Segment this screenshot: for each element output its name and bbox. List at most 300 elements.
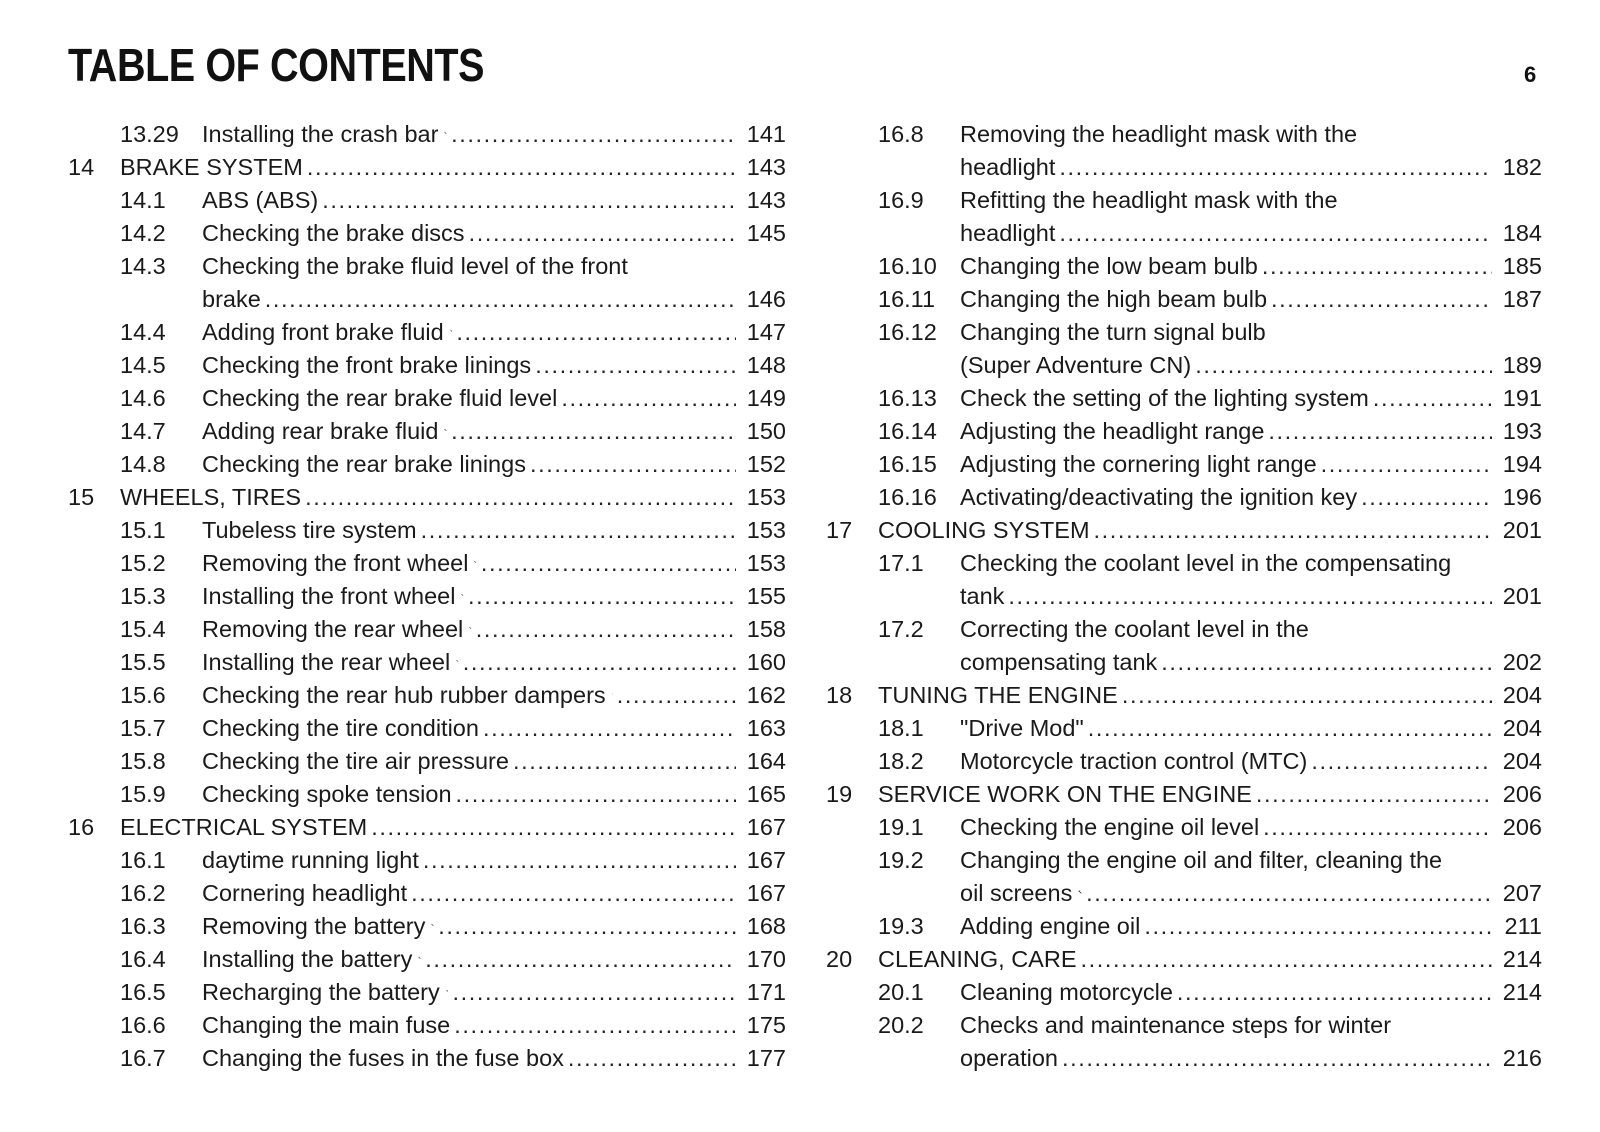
dot-leader — [423, 844, 736, 877]
page-reference[interactable]: 167 — [746, 814, 786, 840]
dot-leader — [1311, 745, 1492, 778]
toc-line — [68, 976, 786, 1009]
section-number: 14 — [68, 154, 95, 180]
dot-leader — [1177, 976, 1492, 1009]
section-title[interactable]: Correcting the coolant level in the — [960, 616, 1309, 642]
section-title[interactable]: Changing the fuses in the fuse box — [202, 1045, 564, 1071]
toc-line — [826, 250, 1542, 283]
dot-leader — [1268, 415, 1492, 448]
page-reference[interactable]: 153 — [746, 550, 786, 576]
section-number: 15.6 — [120, 682, 166, 708]
toc-section-entry[interactable] — [826, 448, 1542, 481]
dot-leader — [1144, 910, 1492, 943]
section-number: 19.1 — [878, 814, 924, 840]
section-number: 17 — [826, 517, 853, 543]
wrench-icon — [450, 322, 453, 340]
section-title[interactable]: Tubeless tire system — [202, 517, 417, 543]
dot-leader — [1271, 283, 1492, 316]
page-title: TABLE OF CONTENTS — [68, 39, 485, 91]
toc-line — [826, 844, 1542, 877]
page-reference[interactable]: 177 — [746, 1045, 786, 1071]
toc-section-entry[interactable] — [826, 184, 1542, 250]
dot-leader — [454, 1009, 736, 1042]
toc-line — [68, 415, 786, 448]
section-title[interactable]: Changing the engine oil and filter, cleaning the — [960, 847, 1443, 873]
toc-section-entry[interactable] — [826, 811, 1542, 844]
page-number: 6 — [1524, 62, 1537, 87]
dot-leader — [1088, 712, 1492, 745]
toc-chapter-entry[interactable] — [68, 811, 786, 844]
toc-section-entry[interactable] — [68, 1009, 786, 1042]
section-title[interactable]: compensating tank — [960, 649, 1158, 675]
wrench-icon — [456, 652, 459, 670]
toc-line — [826, 679, 1542, 712]
section-title[interactable]: Cleaning motorcycle — [960, 979, 1173, 1005]
section-title[interactable]: Installing the front wheel — [202, 583, 456, 609]
section-title[interactable]: Installing the crash bar — [202, 121, 439, 147]
section-title[interactable]: brake — [202, 286, 261, 312]
toc-section-entry[interactable] — [826, 745, 1542, 778]
section-title[interactable]: Recharging the battery — [202, 979, 440, 1005]
page-reference[interactable]: 167 — [746, 847, 786, 873]
toc-line — [68, 481, 786, 514]
section-title[interactable]: Changing the high beam bulb — [960, 286, 1268, 312]
page-reference[interactable]: 145 — [746, 220, 786, 246]
toc-section-entry[interactable] — [68, 877, 786, 910]
wrench-icon — [444, 421, 447, 439]
page-reference[interactable]: 146 — [746, 286, 786, 312]
toc-section-entry[interactable] — [826, 1009, 1542, 1075]
dot-leader — [617, 679, 736, 712]
section-number: 19 — [826, 781, 853, 807]
toc-section-entry[interactable] — [68, 448, 786, 481]
section-title[interactable]: Adding front brake fluid — [202, 319, 444, 345]
section-number: 16 — [68, 814, 95, 840]
page-reference[interactable]: 189 — [1502, 352, 1542, 378]
toc-section-entry[interactable] — [68, 712, 786, 745]
section-number: 20 — [826, 946, 853, 972]
toc-chapter-entry[interactable] — [68, 151, 786, 184]
page-reference[interactable]: 141 — [746, 121, 786, 147]
page-reference[interactable]: 193 — [1502, 418, 1542, 444]
section-number: 16.6 — [120, 1012, 166, 1038]
toc-line — [68, 184, 786, 217]
section-number: 20.2 — [878, 1012, 924, 1038]
section-title[interactable]: headlight — [960, 220, 1056, 246]
toc-chapter-entry[interactable] — [826, 514, 1542, 547]
section-number: 16.5 — [120, 979, 166, 1005]
toc-section-entry[interactable] — [826, 481, 1542, 514]
section-title[interactable]: Checking the rear hub rubber dampers — [202, 682, 606, 708]
toc-line — [826, 976, 1542, 1009]
toc-line — [68, 943, 786, 976]
dot-leader — [425, 943, 736, 976]
page-reference[interactable]: 147 — [746, 319, 786, 345]
section-number: 15 — [68, 484, 95, 510]
toc-section-entry[interactable] — [68, 1042, 786, 1075]
toc-line — [68, 1009, 786, 1042]
page-reference[interactable]: 187 — [1502, 286, 1542, 312]
toc-section-entry[interactable] — [68, 415, 786, 448]
section-number: 14.6 — [120, 385, 166, 411]
toc-section-entry[interactable] — [68, 349, 786, 382]
page-reference[interactable]: 158 — [746, 616, 786, 642]
page-reference[interactable]: 182 — [1502, 154, 1542, 180]
section-title[interactable]: Check the setting of the lighting system — [960, 385, 1369, 411]
section-number: 16.14 — [878, 418, 937, 444]
dot-leader — [568, 1042, 736, 1075]
page-reference[interactable]: 185 — [1502, 253, 1542, 279]
dot-leader — [421, 514, 736, 547]
dot-leader — [463, 646, 736, 679]
section-title[interactable]: headlight — [960, 154, 1056, 180]
dot-leader — [322, 184, 736, 217]
section-title[interactable]: ELECTRICAL SYSTEM — [120, 814, 368, 840]
toc-section-entry[interactable] — [826, 613, 1542, 679]
toc-line — [826, 943, 1542, 976]
page-reference[interactable]: 202 — [1502, 649, 1542, 675]
page-reference[interactable]: 164 — [746, 748, 786, 774]
section-title[interactable]: SERVICE WORK ON THE ENGINE — [878, 781, 1252, 807]
toc-section-entry[interactable] — [68, 745, 786, 778]
page-reference[interactable]: 204 — [1502, 682, 1542, 708]
section-number: 18 — [826, 682, 853, 708]
page-reference[interactable]: 214 — [1502, 946, 1542, 972]
dot-leader — [456, 778, 736, 811]
section-title[interactable]: Changing the turn signal bulb — [960, 319, 1266, 345]
section-title[interactable]: Checking the rear brake linings — [202, 451, 526, 477]
toc-chapter-entry[interactable] — [826, 679, 1542, 712]
toc-line — [68, 316, 786, 349]
toc-chapter-entry[interactable] — [826, 943, 1542, 976]
wrench-icon — [469, 619, 471, 637]
dot-leader — [483, 712, 736, 745]
section-number: 18.2 — [878, 748, 924, 774]
page-reference[interactable]: 143 — [746, 154, 786, 180]
dot-leader — [371, 811, 736, 844]
toc-line — [68, 811, 786, 844]
section-title[interactable]: WHEELS, TIRES — [120, 484, 302, 510]
toc-section-entry[interactable] — [826, 844, 1542, 910]
page-reference[interactable]: 165 — [746, 781, 786, 807]
section-title[interactable]: Removing the battery — [202, 913, 426, 939]
section-number: 14.1 — [120, 187, 166, 213]
toc-line — [826, 811, 1542, 844]
page-reference[interactable]: 216 — [1502, 1045, 1542, 1071]
toc-section-entry[interactable] — [68, 382, 786, 415]
dot-leader — [265, 283, 736, 316]
section-title[interactable]: Adding rear brake fluid — [202, 418, 439, 444]
section-number: 16.16 — [878, 484, 937, 510]
page-reference[interactable]: 153 — [746, 517, 786, 543]
page-reference[interactable]: 196 — [1502, 484, 1542, 510]
section-title[interactable]: Adding engine oil — [960, 913, 1141, 939]
section-number: 16.12 — [878, 319, 937, 345]
section-title[interactable]: Cornering headlight — [202, 880, 408, 906]
section-title[interactable]: Removing the front wheel — [202, 550, 469, 576]
toc-chapter-entry[interactable] — [68, 481, 786, 514]
page-reference[interactable]: 204 — [1502, 748, 1542, 774]
section-title[interactable]: Checking the front brake linings — [202, 352, 532, 378]
dot-leader — [530, 448, 736, 481]
toc-section-entry[interactable] — [68, 217, 786, 250]
toc-line — [68, 646, 786, 679]
page-reference[interactable]: 160 — [746, 649, 786, 675]
page-reference[interactable]: 162 — [746, 682, 786, 708]
dot-leader — [1161, 646, 1492, 679]
page-reference[interactable]: 191 — [1502, 385, 1542, 411]
toc-section-entry[interactable] — [68, 184, 786, 217]
section-number: 16.1 — [120, 847, 166, 873]
toc-line — [826, 613, 1542, 646]
toc-section-entry[interactable] — [68, 943, 786, 976]
section-title[interactable]: Checking the brake discs — [202, 220, 465, 246]
dot-leader — [307, 151, 736, 184]
dot-leader — [481, 547, 736, 580]
section-number: 16.3 — [120, 913, 166, 939]
page-reference[interactable]: 148 — [746, 352, 786, 378]
dot-leader — [1094, 514, 1492, 547]
toc-line — [826, 877, 1542, 910]
toc-section-entry[interactable] — [68, 613, 786, 646]
section-number: 17.2 — [878, 616, 924, 642]
wrench-icon — [446, 982, 449, 1000]
toc-section-entry[interactable] — [826, 547, 1542, 613]
page-reference[interactable]: 207 — [1502, 880, 1542, 906]
toc-line — [68, 580, 786, 613]
toc-line — [68, 382, 786, 415]
section-title[interactable]: Removing the rear wheel — [202, 616, 464, 642]
toc-chapter-entry[interactable] — [826, 778, 1542, 811]
toc-section-entry[interactable] — [68, 580, 786, 613]
dot-leader — [1361, 481, 1492, 514]
page-reference[interactable]: 167 — [746, 880, 786, 906]
section-title[interactable]: tank — [960, 583, 1005, 609]
toc-line — [68, 151, 786, 184]
section-number: 14.4 — [120, 319, 166, 345]
toc-line — [826, 778, 1542, 811]
section-number: 17.1 — [878, 550, 924, 576]
section-number: 14.8 — [120, 451, 166, 477]
toc-line — [826, 448, 1542, 481]
section-number: 15.2 — [120, 550, 166, 576]
section-title[interactable]: (Super Adventure CN) — [960, 352, 1192, 378]
section-title[interactable]: Changing the low beam bulb — [960, 253, 1258, 279]
toc-section-entry[interactable] — [68, 844, 786, 877]
section-title[interactable]: Checking the engine oil level — [960, 814, 1260, 840]
section-number: 16.15 — [878, 451, 937, 477]
wrench-icon — [461, 586, 464, 604]
section-number: 14.2 — [120, 220, 166, 246]
toc-line — [826, 580, 1542, 613]
section-number: 19.2 — [878, 847, 924, 873]
toc-section-entry[interactable] — [68, 118, 786, 151]
toc-section-entry[interactable] — [68, 514, 786, 547]
section-number: 15.5 — [120, 649, 166, 675]
dot-leader — [476, 613, 736, 646]
dot-leader — [1262, 250, 1492, 283]
section-title[interactable]: Checking the tire air pressure — [202, 748, 509, 774]
section-number: 15.3 — [120, 583, 166, 609]
toc-line — [826, 1009, 1542, 1042]
toc-section-entry[interactable] — [68, 910, 786, 943]
toc-section-entry[interactable] — [826, 976, 1542, 1009]
toc-line — [826, 481, 1542, 514]
toc-line — [68, 283, 786, 316]
section-title[interactable]: Checks and maintenance steps for winter — [960, 1012, 1392, 1038]
toc-line — [68, 448, 786, 481]
dot-leader — [513, 745, 736, 778]
toc-section-entry[interactable] — [68, 547, 786, 580]
section-title[interactable]: BRAKE SYSTEM — [120, 154, 303, 180]
page-reference[interactable]: 150 — [746, 418, 786, 444]
dot-leader — [305, 481, 736, 514]
section-title[interactable]: CLEANING, CARE — [878, 946, 1077, 972]
toc-section-entry[interactable] — [826, 712, 1542, 745]
toc-line — [68, 118, 786, 151]
dot-leader — [1059, 217, 1492, 250]
section-number: 14.3 — [120, 253, 166, 279]
page-reference[interactable]: 170 — [746, 946, 786, 972]
section-number: 14.5 — [120, 352, 166, 378]
toc-line — [826, 217, 1542, 250]
toc-line — [826, 349, 1542, 382]
toc-section-entry[interactable] — [68, 316, 786, 349]
section-title[interactable]: Removing the headlight mask with the — [960, 121, 1358, 147]
toc-line — [68, 745, 786, 778]
section-number: 15.4 — [120, 616, 166, 642]
section-title[interactable]: Checking the tire condition — [202, 715, 479, 741]
toc-section-entry[interactable] — [68, 646, 786, 679]
dot-leader — [451, 118, 736, 151]
toc-line — [826, 547, 1542, 580]
wrench-icon — [474, 553, 476, 571]
page-reference[interactable]: 184 — [1502, 220, 1542, 246]
section-number: 19.3 — [878, 913, 924, 939]
section-number: 14.7 — [120, 418, 166, 444]
toc-line — [68, 217, 786, 250]
toc-line — [826, 382, 1542, 415]
toc-section-entry[interactable] — [826, 415, 1542, 448]
section-number: 16.8 — [878, 121, 924, 147]
toc-line — [826, 151, 1542, 184]
toc-line — [826, 910, 1542, 943]
page-reference[interactable]: 201 — [1502, 583, 1542, 609]
toc-section-entry[interactable] — [68, 778, 786, 811]
page-reference[interactable]: 163 — [746, 715, 786, 741]
section-title[interactable]: Checking the brake fluid level of the front — [202, 253, 628, 279]
page-reference[interactable]: 153 — [746, 484, 786, 510]
page-reference[interactable]: 168 — [746, 913, 786, 939]
toc-line — [68, 250, 786, 283]
section-title[interactable]: daytime running light — [202, 847, 419, 873]
toc-section-entry[interactable] — [826, 250, 1542, 283]
dot-leader — [1195, 349, 1492, 382]
section-title[interactable]: Refitting the headlight mask with the — [960, 187, 1338, 213]
toc-section-entry[interactable] — [68, 976, 786, 1009]
section-title[interactable]: Checking spoke tension — [202, 781, 452, 807]
page-reference[interactable]: 206 — [1502, 814, 1542, 840]
dot-leader — [1008, 580, 1492, 613]
section-title[interactable]: Activating/deactivating the ignition key — [960, 484, 1358, 510]
dot-leader — [1059, 151, 1492, 184]
section-number: 20.1 — [878, 979, 924, 1005]
toc-line — [68, 547, 786, 580]
dot-leader — [411, 877, 736, 910]
toc-section-entry[interactable] — [826, 283, 1542, 316]
section-number: 15.1 — [120, 517, 166, 543]
section-title[interactable]: Adjusting the cornering light range — [960, 451, 1317, 477]
section-title[interactable]: "Drive Mod" — [960, 715, 1084, 741]
section-number: 15.9 — [120, 781, 166, 807]
wrench-icon — [418, 949, 421, 967]
page-reference[interactable]: 194 — [1502, 451, 1542, 477]
section-title[interactable]: COOLING SYSTEM — [878, 517, 1090, 543]
section-title[interactable]: Motorcycle traction control (MTC) — [960, 748, 1308, 774]
dot-leader — [1321, 448, 1492, 481]
section-title[interactable]: oil screens — [960, 880, 1073, 906]
page-reference[interactable]: 149 — [746, 385, 786, 411]
section-number: 16.11 — [878, 286, 936, 312]
dot-leader — [452, 976, 736, 1009]
page-reference[interactable]: 214 — [1502, 979, 1542, 1005]
toc-line — [826, 415, 1542, 448]
section-title[interactable]: Installing the battery — [202, 946, 413, 972]
page-reference[interactable]: 204 — [1502, 715, 1542, 741]
section-title[interactable]: Adjusting the headlight range — [960, 418, 1265, 444]
page-reference[interactable]: 152 — [746, 451, 786, 477]
dot-leader — [1373, 382, 1492, 415]
toc-section-entry[interactable] — [826, 382, 1542, 415]
dot-leader — [468, 580, 736, 613]
dot-leader — [456, 316, 736, 349]
toc-line — [68, 778, 786, 811]
page-reference[interactable]: 206 — [1502, 781, 1542, 807]
section-number: 15.7 — [120, 715, 166, 741]
section-title[interactable]: operation — [960, 1045, 1058, 1071]
section-title[interactable]: Changing the main fuse — [202, 1012, 451, 1038]
section-number: 16.13 — [878, 385, 937, 411]
page-reference[interactable]: 143 — [746, 187, 786, 213]
toc-line — [68, 514, 786, 547]
section-title[interactable]: Checking the coolant level in the compensating — [960, 550, 1452, 576]
toc-line — [68, 1042, 786, 1075]
page-reference[interactable]: 201 — [1502, 517, 1542, 543]
section-number: 16.9 — [878, 187, 924, 213]
toc-right-column — [826, 118, 1542, 1075]
dot-leader — [438, 910, 736, 943]
toc-section-entry[interactable] — [826, 118, 1542, 184]
section-number: 15.8 — [120, 748, 166, 774]
page-reference[interactable]: 175 — [746, 1012, 786, 1038]
toc-line — [68, 613, 786, 646]
section-title[interactable]: ABS (ABS) — [202, 187, 319, 213]
toc-line — [826, 118, 1542, 151]
toc-section-entry[interactable] — [68, 250, 786, 316]
toc-section-entry[interactable] — [826, 316, 1542, 382]
toc-line — [68, 349, 786, 382]
page-reference[interactable]: 211 — [1504, 913, 1542, 939]
page-reference[interactable]: 155 — [746, 583, 786, 609]
toc-line — [826, 646, 1542, 679]
section-title[interactable]: Installing the rear wheel — [202, 649, 451, 675]
toc-line — [68, 712, 786, 745]
section-title[interactable]: Checking the rear brake fluid level — [202, 385, 558, 411]
section-title[interactable]: TUNING THE ENGINE — [878, 682, 1118, 708]
toc-section-entry[interactable] — [68, 679, 786, 712]
page-reference[interactable]: 171 — [746, 979, 786, 1005]
toc-section-entry[interactable] — [826, 910, 1542, 943]
